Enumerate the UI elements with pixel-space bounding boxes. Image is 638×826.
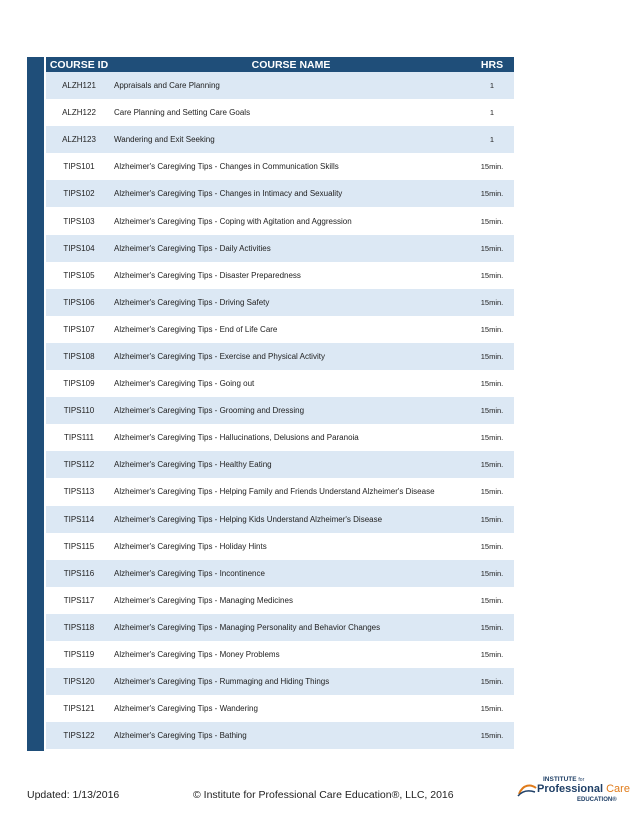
course-id-cell: TIPS109 <box>63 379 95 389</box>
course-name-cell: Alzheimer's Caregiving Tips - Managing Medicines <box>114 595 293 605</box>
hrs-cell: 15min. <box>480 595 504 605</box>
updated-date: Updated: 1/13/2016 <box>27 789 120 801</box>
course-name-cell: Alzheimer's Caregiving Tips - Changes in Communication Skills <box>114 162 339 172</box>
institute-logo <box>517 776 630 808</box>
course-name-cell: Alzheimer's Caregiving Tips - Coping with Agitation and Aggression <box>114 216 352 226</box>
table-row <box>46 668 514 695</box>
course-name-cell: Alzheimer's Caregiving Tips - Helping Kids Understand Alzheimer's Disease <box>114 514 383 524</box>
course-name-cell: Alzheimer's Caregiving Tips - Going out <box>114 379 255 389</box>
course-name-cell: Alzheimer's Caregiving Tips - Driving Safety <box>114 297 270 307</box>
course-id-cell: TIPS112 <box>63 460 95 470</box>
hrs-cell: 15min. <box>480 731 504 741</box>
course-name-cell: Alzheimer's Caregiving Tips - Managing Personality and Behavior Changes <box>114 622 381 632</box>
course-id-cell: TIPS120 <box>63 677 95 687</box>
hrs-cell: 1 <box>489 108 495 118</box>
hrs-cell: 15min. <box>480 704 504 714</box>
course-id-cell: TIPS117 <box>63 595 95 605</box>
table-row <box>46 180 514 207</box>
course-name-cell: Alzheimer's Caregiving Tips - Healthy Eating <box>114 460 272 470</box>
course-id-cell: ALZH122 <box>62 108 96 118</box>
hrs-cell: 15min. <box>480 189 504 199</box>
hrs-cell: 15min. <box>480 379 504 389</box>
course-name-cell: Appraisals and Care Planning <box>114 81 220 91</box>
table-header <box>46 57 514 72</box>
table-row <box>46 533 514 560</box>
course-name-cell: Alzheimer's Caregiving Tips - Bathing <box>114 731 247 741</box>
course-name-cell: Alzheimer's Caregiving Tips - Money Problems <box>114 650 280 660</box>
table-row <box>46 397 514 424</box>
course-name-cell: Alzheimer's Caregiving Tips - Disaster Preparedness <box>114 270 301 280</box>
hrs-cell: 15min. <box>480 351 504 361</box>
logo-line-education: EDUCATION® <box>577 797 617 803</box>
course-name-cell: Alzheimer's Caregiving Tips - Rummaging and Hiding Things <box>114 677 330 687</box>
hrs-cell: 15min. <box>480 216 504 226</box>
table-row <box>46 451 514 478</box>
course-name-cell: Alzheimer's Caregiving Tips - Changes in Intimacy and Sexuality <box>114 189 343 199</box>
hrs-cell: 1 <box>489 81 495 91</box>
table-row <box>46 126 514 153</box>
table-row <box>46 506 514 533</box>
course-id-cell: TIPS106 <box>63 297 95 307</box>
course-id-cell: TIPS118 <box>63 622 95 632</box>
course-id-cell: TIPS104 <box>63 243 95 253</box>
course-id-cell: TIPS107 <box>63 324 95 334</box>
table-row <box>46 72 514 99</box>
course-id-cell: TIPS103 <box>63 216 95 226</box>
table-row <box>46 153 514 180</box>
course-name-cell: Alzheimer's Caregiving Tips - Hallucinations, Delusions and Paranoia <box>114 433 359 443</box>
course-name-cell: Alzheimer's Caregiving Tips - End of Life Care <box>114 324 278 334</box>
course-name-cell: Wandering and Exit Seeking <box>114 135 215 145</box>
header-course-id: COURSE ID <box>49 58 109 71</box>
course-id-cell: TIPS121 <box>63 704 95 714</box>
course-name-cell: Alzheimer's Caregiving Tips - Daily Activities <box>114 243 271 253</box>
hrs-cell: 15min. <box>480 650 504 660</box>
course-id-cell: TIPS105 <box>63 270 95 280</box>
course-id-cell: TIPS101 <box>63 162 95 172</box>
course-id-cell: TIPS115 <box>63 541 95 551</box>
logo-swoosh-icon <box>517 782 537 798</box>
table-row <box>46 370 514 397</box>
hrs-cell: 15min. <box>480 297 504 307</box>
table-row <box>46 424 514 451</box>
course-name-cell: Alzheimer's Caregiving Tips - Exercise and Physical Activity <box>114 351 325 361</box>
hrs-cell: 15min. <box>480 433 504 443</box>
table-row <box>46 722 514 749</box>
logo-line-institute: INSTITUTE for <box>543 776 585 783</box>
course-id-cell: ALZH121 <box>62 81 96 91</box>
table-row <box>46 560 514 587</box>
side-accent-bar <box>27 57 44 751</box>
course-id-cell: TIPS114 <box>63 514 95 524</box>
course-name-cell: Care Planning and Setting Care Goals <box>114 108 251 118</box>
hrs-cell: 15min. <box>480 460 504 470</box>
table-row <box>46 695 514 722</box>
table-row <box>46 614 514 641</box>
course-name-cell: Alzheimer's Caregiving Tips - Wandering <box>114 704 258 714</box>
course-id-cell: TIPS102 <box>63 189 95 199</box>
course-id-cell: TIPS119 <box>63 650 95 660</box>
header-hrs: HRS <box>480 58 504 71</box>
course-id-cell: TIPS122 <box>63 731 95 741</box>
hrs-cell: 15min. <box>480 270 504 280</box>
hrs-cell: 15min. <box>480 514 504 524</box>
hrs-cell: 15min. <box>480 568 504 578</box>
hrs-cell: 15min. <box>480 541 504 551</box>
course-name-cell: Alzheimer's Caregiving Tips - Helping Family and Friends Understand Alzheimer's Disease <box>114 487 435 497</box>
course-id-cell: TIPS116 <box>63 568 95 578</box>
table-body <box>46 72 514 749</box>
hrs-cell: 15min. <box>480 677 504 687</box>
hrs-cell: 15min. <box>480 162 504 172</box>
table-row <box>46 641 514 668</box>
course-id-cell: TIPS110 <box>63 406 95 416</box>
table-row <box>46 478 514 505</box>
hrs-cell: 1 <box>489 135 495 145</box>
table-row <box>46 235 514 262</box>
hrs-cell: 15min. <box>480 487 504 497</box>
table-row <box>46 316 514 343</box>
course-name-cell: Alzheimer's Caregiving Tips - Holiday Hints <box>114 541 267 551</box>
table-row <box>46 587 514 614</box>
table-row <box>46 99 514 126</box>
hrs-cell: 15min. <box>480 324 504 334</box>
hrs-cell: 15min. <box>480 622 504 632</box>
table-row <box>46 262 514 289</box>
logo-line-professional-care: Professional Care <box>537 783 630 795</box>
table-row <box>46 207 514 234</box>
hrs-cell: 15min. <box>480 243 504 253</box>
course-id-cell: TIPS113 <box>63 487 95 497</box>
hrs-cell: 15min. <box>480 406 504 416</box>
copyright-notice: © Institute for Professional Care Education®, LLC, 2016 <box>193 789 454 801</box>
course-name-cell: Alzheimer's Caregiving Tips - Incontinence <box>114 568 265 578</box>
course-name-cell: Alzheimer's Caregiving Tips - Grooming and Dressing <box>114 406 305 416</box>
header-course-name: COURSE NAME <box>251 58 331 71</box>
course-id-cell: TIPS111 <box>64 433 94 443</box>
course-table <box>46 57 514 749</box>
course-id-cell: TIPS108 <box>63 351 95 361</box>
course-id-cell: ALZH123 <box>62 135 96 145</box>
table-row <box>46 289 514 316</box>
table-row <box>46 343 514 370</box>
